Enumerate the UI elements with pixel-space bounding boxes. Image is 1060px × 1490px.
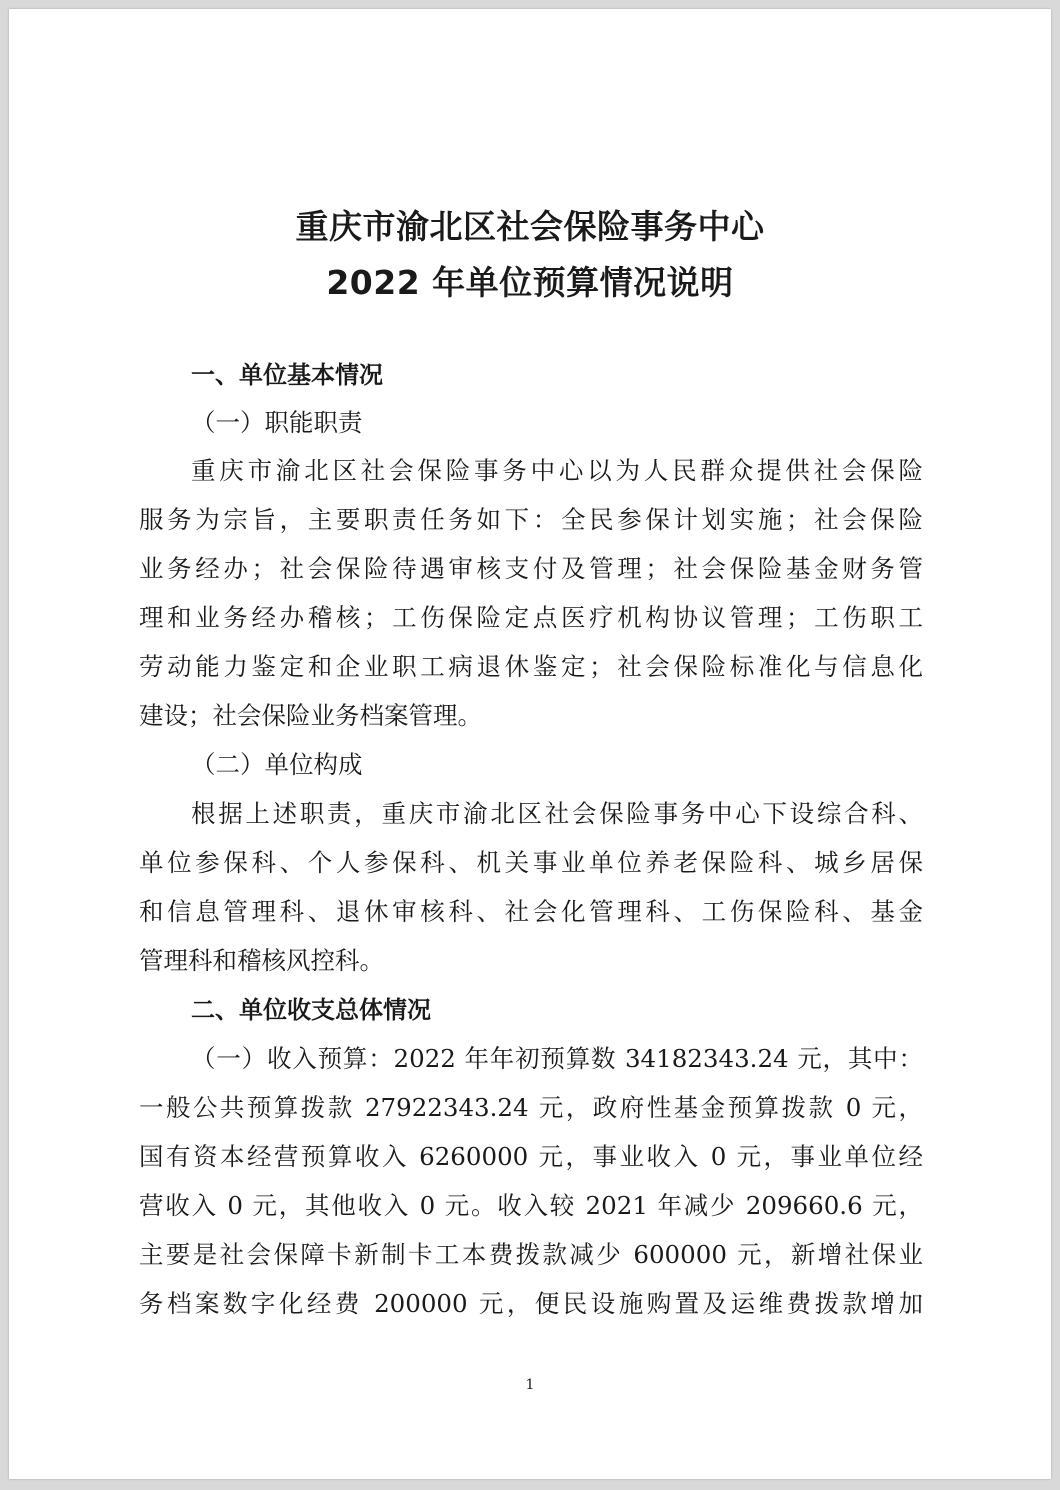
para2-line: 根据上述职责，重庆市渝北区社会保险事务中心下设综合科、 bbox=[191, 799, 923, 828]
para3-line: （一）收入预算：2022 年年初预算数 34182343.24 元，其中： bbox=[191, 1044, 923, 1073]
para2-line: 管理科和稽核风控科。 bbox=[139, 946, 384, 975]
para1-line: 重庆市渝北区社会保险事务中心以为人民群众提供社会保险 bbox=[191, 456, 923, 485]
para3-line: 务档案数字化经费 200000 元，便民设施购置及运维费拨款增加 bbox=[139, 1289, 923, 1318]
para1-line: 建设；社会保险业务档案管理。 bbox=[139, 701, 482, 730]
section1-heading: 一、单位基本情况 bbox=[191, 361, 383, 389]
page-number: 1 bbox=[525, 1377, 535, 1393]
para1-line: 业务经办；社会保险待遇审核支付及管理；社会保险基金财务管 bbox=[139, 554, 923, 583]
section2-heading: 二、单位收支总体情况 bbox=[191, 996, 431, 1024]
para2-line: 和信息管理科、退休审核科、社会化管理科、工伤保险科、基金 bbox=[139, 897, 923, 926]
sub2-heading: （二）单位构成 bbox=[191, 750, 363, 779]
document-title-line1: 重庆市渝北区社会保险事务中心 bbox=[295, 207, 765, 246]
sub1-heading: （一）职能职责 bbox=[191, 408, 363, 437]
para3-line: 国有资本经营预算收入 6260000 元，事业收入 0 元，事业单位经 bbox=[139, 1142, 923, 1171]
para3-line: 主要是社会保障卡新制卡工本费拨款减少 600000 元，新增社保业 bbox=[139, 1240, 923, 1269]
para1-line: 劳动能力鉴定和企业职工病退休鉴定；社会保险标准化与信息化 bbox=[139, 652, 923, 681]
document-title-line2: 2022 年单位预算情况说明 bbox=[326, 263, 734, 302]
para3-line: 营收入 0 元，其他收入 0 元。收入较 2021 年减少 209660.6 元， bbox=[139, 1191, 923, 1220]
para3-line: 一般公共预算拨款 27922343.24 元，政府性基金预算拨款 0 元， bbox=[139, 1093, 923, 1122]
document-page bbox=[9, 9, 1051, 1479]
para2-line: 单位参保科、个人参保科、机关事业单位养老保险科、城乡居保 bbox=[139, 848, 923, 877]
para1-line: 理和业务经办稽核；工伤保险定点医疗机构协议管理；工伤职工 bbox=[139, 603, 923, 632]
para1-line: 服务为宗旨，主要职责任务如下：全民参保计划实施；社会保险 bbox=[139, 505, 923, 534]
